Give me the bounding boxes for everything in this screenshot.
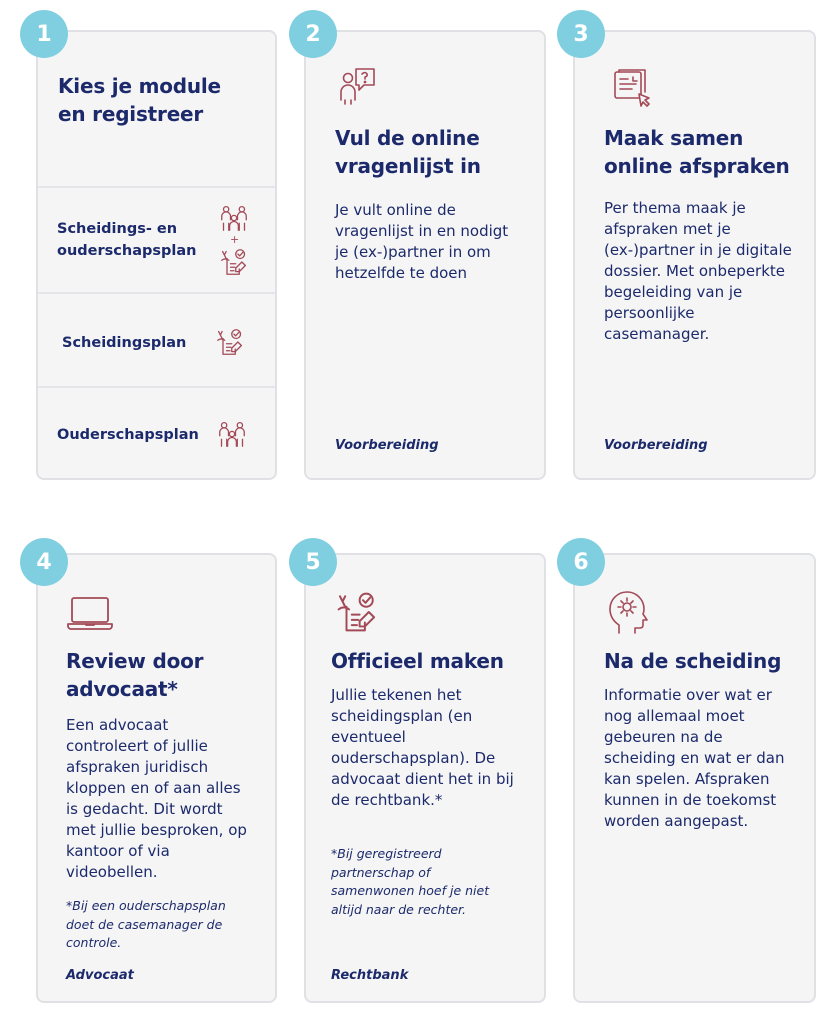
step-2-body-line: je (ex-)partner in om — [335, 243, 491, 261]
step-2-title-line1: Vul de online — [335, 126, 480, 150]
step-5-note-line: altijd naar de rechter. — [331, 901, 467, 917]
step-badge-6: 6 — [557, 538, 605, 586]
step-6-body — [604, 685, 816, 832]
module-label-line2: ouderschapsplan — [57, 243, 197, 259]
step-4-body-line: videobellen. — [66, 863, 158, 881]
step-card-4 — [36, 553, 277, 1003]
module-option-ouderschapsplan[interactable] — [38, 386, 275, 480]
module-label-scheidings-en-ouderschapsplan — [57, 218, 196, 262]
step-4-body — [66, 715, 278, 883]
signing-document-icon — [336, 591, 378, 633]
step-4-note — [66, 897, 271, 953]
step-5-title — [331, 647, 543, 675]
step-2-title — [335, 124, 545, 180]
step-2-body-line: hetzelfde te doen — [335, 264, 467, 282]
step-5-note-line: *Bij geregistreerd — [331, 846, 442, 861]
signing-document-icon — [220, 248, 248, 276]
step-6-body-line: scheiding en wat er dan — [604, 749, 785, 767]
step-5-note — [331, 845, 536, 919]
step-badge-4: 4 — [20, 538, 68, 586]
step-5-note-line: partnerschap of — [331, 864, 431, 880]
step-6-body-line: nog allemaal moet — [604, 707, 745, 725]
step-5-body — [331, 685, 543, 811]
step-card-1 — [36, 30, 277, 480]
step-2-footer: Voorbereiding — [335, 438, 439, 453]
step-4-title-line1: Review door — [66, 649, 204, 673]
step-card-5 — [304, 553, 546, 1003]
step-1-title-line2: en registreer — [58, 102, 204, 126]
step-1-title — [58, 72, 268, 128]
step-card-3 — [573, 30, 816, 480]
step-3-body-line: begeleiding van je — [604, 283, 743, 301]
step-4-body-line: controleert of jullie — [66, 737, 208, 755]
step-5-body-line: scheidingsplan (en — [331, 707, 473, 725]
step-2-title-line2: vragenlijst in — [335, 154, 481, 178]
family-icon — [218, 420, 246, 448]
step-2-body — [335, 200, 545, 284]
step-3-title — [604, 124, 814, 180]
step-1-title-line1: Kies je module — [58, 74, 221, 98]
step-6-body-line: Informatie over wat er — [604, 686, 772, 704]
step-6-body-line: worden aangepast. — [604, 812, 749, 830]
module-option-scheidings-en-ouderschapsplan[interactable] — [38, 186, 275, 292]
step-6-body-line: kan spelen. Afspraken — [604, 770, 770, 788]
step-badge-1: 1 — [20, 10, 68, 58]
step-6-title — [604, 647, 816, 675]
step-3-body — [604, 198, 816, 345]
family-icon — [220, 204, 248, 232]
step-4-body-line: kantoor of via — [66, 842, 170, 860]
laptop-icon — [66, 595, 114, 631]
step-2-body-line: vragenlijst in en nodigt — [335, 222, 509, 240]
step-3-title-line2: online afspraken — [604, 154, 790, 178]
step-6-body-line: gebeuren na de — [604, 728, 723, 746]
step-4-note-line: controle. — [66, 935, 122, 950]
step-6-title-line1: Na de scheiding — [604, 649, 782, 673]
person-question-icon — [336, 66, 378, 106]
step-5-note-line: samenwonen hoef je niet — [331, 883, 490, 898]
step-5-footer: Rechtbank — [331, 968, 409, 983]
step-3-body-line: afspraken met je — [604, 220, 731, 238]
step-2-body-line: Je vult online de — [335, 201, 456, 219]
head-gear-icon — [605, 589, 649, 635]
module-label-ouderschapsplan: Ouderschapsplan — [57, 427, 199, 443]
step-5-body-line: advocaat dient het in bij — [331, 770, 514, 788]
step-4-body-line: kloppen en of aan alles — [66, 779, 241, 797]
step-4-body-line: is gedacht. Dit wordt — [66, 800, 223, 818]
step-4-body-line: met jullie besproken, op — [66, 821, 247, 839]
step-6-body-line: kunnen in de toekomst — [604, 791, 777, 809]
step-5-body-line: de rechtbank.* — [331, 791, 443, 809]
step-4-title-line2: advocaat* — [66, 677, 178, 701]
step-4-footer: Advocaat — [66, 968, 134, 983]
step-4-body-line: afspraken juridisch — [66, 758, 209, 776]
module-label-line1: Scheidings- en — [57, 221, 178, 237]
step-4-note-line: doet de casemanager de — [66, 916, 223, 932]
step-badge-3: 3 — [557, 10, 605, 58]
step-5-title-line1: Officieel maken — [331, 649, 504, 673]
plus-sign: + — [230, 233, 240, 246]
module-option-scheidingsplan[interactable] — [38, 292, 275, 386]
step-4-body-line: Een advocaat — [66, 716, 169, 734]
step-5-body-line: Jullie tekenen het — [331, 686, 462, 704]
step-card-6 — [573, 553, 816, 1003]
step-3-body-line: (ex-)partner in je digitale — [604, 241, 792, 259]
document-cursor-icon — [611, 66, 653, 108]
step-5-body-line: ouderschapsplan). De — [331, 749, 496, 767]
step-card-2 — [304, 30, 546, 480]
step-3-body-line: dossier. Met onbeperkte — [604, 262, 786, 280]
step-3-footer: Voorbereiding — [604, 438, 708, 453]
step-3-body-line: casemanager. — [604, 325, 710, 343]
step-4-title — [66, 647, 276, 703]
step-3-body-line: persoonlijke — [604, 304, 695, 322]
step-4-note-line: *Bij een ouderschapsplan — [66, 898, 226, 913]
step-badge-2: 2 — [289, 10, 337, 58]
step-3-title-line1: Maak samen — [604, 126, 744, 150]
step-3-body-line: Per thema maak je — [604, 199, 746, 217]
step-5-body-line: eventueel — [331, 728, 406, 746]
step-badge-5: 5 — [289, 538, 337, 586]
signing-document-icon — [216, 328, 244, 356]
module-label-scheidingsplan: Scheidingsplan — [62, 335, 187, 351]
